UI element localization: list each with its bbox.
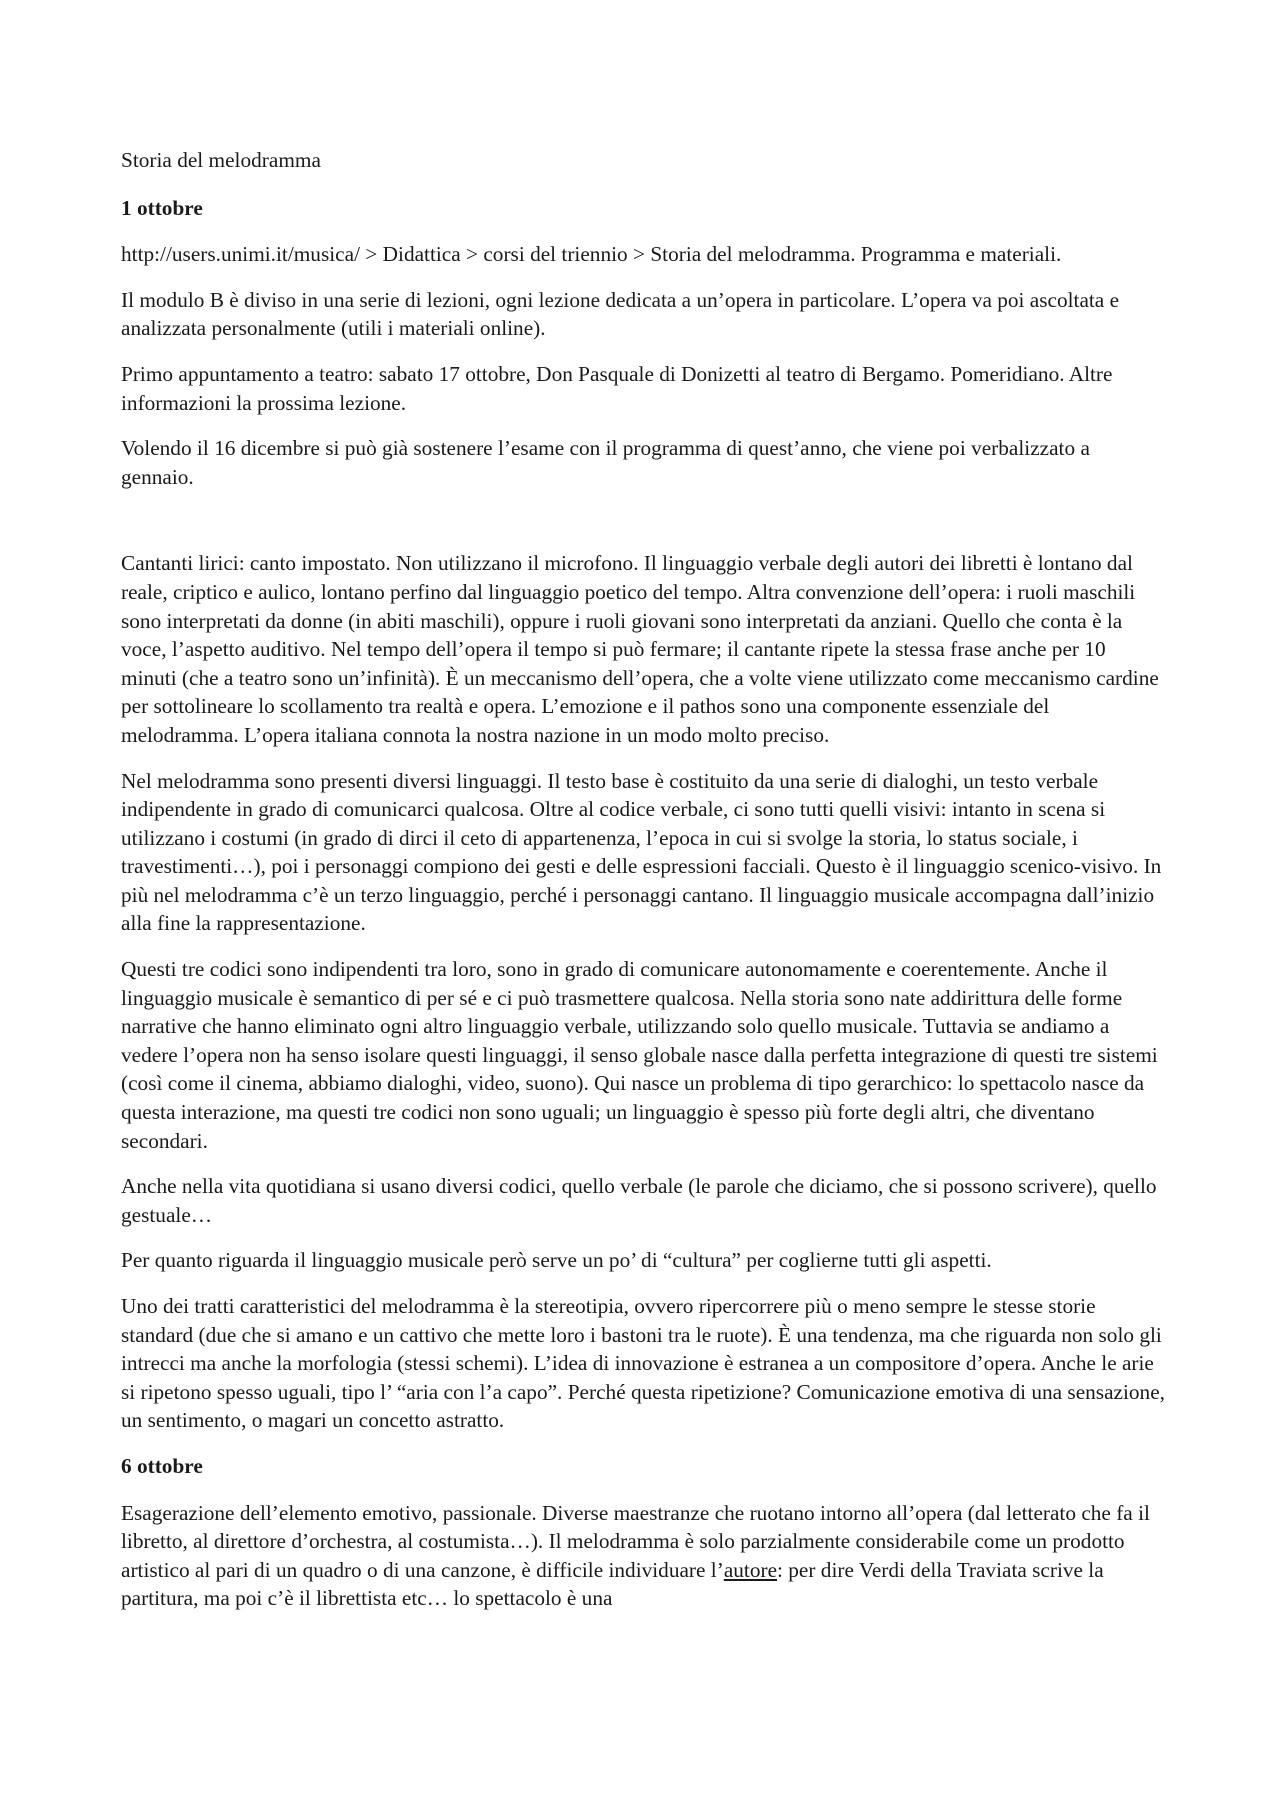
paragraph-appuntamento-teatro: Primo appuntamento a teatro: sabato 17 ottobre, Don Pasquale di Donizetti al teatro di Bergamo. Pomeridiano. Altre informazioni la prossima lezione. <box>121 361 1113 415</box>
paragraph-text-start: Esagerazione dell’elemento emotivo, passionale. Diverse maestranze che ruotano intorno all’opera (dal letterato che fa il libretto, al direttore d’orchestra, al costumista…). Il melodramma è solo parzialmente considerabile come un prodotto artistico al pari di un quadro o di una canzone, è difficile individuare l’ <box>121 1500 1150 1582</box>
paragraph-text-end: : per dire Verdi della Traviata scrive la partitura, ma poi c’è il librettista etc… lo spettacolo è una <box>121 1557 1104 1611</box>
paragraph-cantanti-lirici: Cantanti lirici: canto impostato. Non utilizzano il microfono. Il linguaggio verbale degli autori dei libretti è lontano dal reale, criptico e aulico, lontano perfino dal linguaggio poetico del tempo. Altra convenzione dell’opera: i ruoli maschili sono interpretati da donne (in abiti maschili), oppure i ruoli giovani sono interpretati da anziani. Quello che conta è la voce, l’aspetto auditivo. Nel tempo dell’opera il tempo si può fermare; il cantante ripete la stessa frase anche per 10 minuti (che a teatro sono un’infinità). È un meccanismo dell’opera, che a volte viene utilizzato come meccanismo cardine per sottolineare lo scollamento tra realtà e opera. L’emozione e il pathos sono una componente essenziale del melodramma. L’opera italiana connota la nostra nazione in un modo molto preciso. <box>121 551 1159 747</box>
date-heading-1-ottobre: 1 ottobre <box>121 195 203 220</box>
paragraph-tre-codici: Questi tre codici sono indipendenti tra loro, sono in grado di comunicare autonomamente e coerentemente. Anche il linguaggio musicale è semantico di per sé e ci può trasmettere qualcosa. Nella storia sono nate addirittura delle forme narrative che hanno eliminato ogni altro linguaggio verbale, utilizzando solo quello musicale. Tuttavia se andiamo a vedere l’opera non ha senso isolare questi linguaggi, il senso globale nasce dalla perfetta integrazione di questi tre sistemi (così come il cinema, abbiamo dialoghi, video, suono). Qui nasce un problema di tipo gerarchico: lo spettacolo nasce da questa interazione, ma questi tre codici non sono uguali; un linguaggio è spesso più forte degli altri, che diventano secondari. <box>121 957 1158 1153</box>
paragraph-linguaggi: Nel melodramma sono presenti diversi linguaggi. Il testo base è costituito da una serie di dialoghi, un testo verbale indipendente in grado di comunicarci qualcosa. Oltre al codice verbale, ci sono tutti quelli visivi: intanto in scena si utilizzano i costumi (in grado di dirci il ceto di appartenenza, l’epoca in cui si svolge la storia, lo status sociale, i travestimenti…), poi i personaggi compiono dei gesti e delle espressioni facciali. Questo è il linguaggio scenico-visivo. In più nel melodramma c’è un terzo linguaggio, perché i personaggi cantano. Il linguaggio musicale accompagna dall’inizio alla fine la rappresentazione. <box>121 768 1162 936</box>
autore-link[interactable]: autore <box>723 1557 778 1582</box>
document-page <box>121 146 1166 1630</box>
paragraph-modulo-b: Il modulo B è diviso in una serie di lezioni, ogni lezione dedicata a un’opera in particolare. L’opera va poi ascoltata e analizzata personalmente (utili i materiali online). <box>121 287 1120 341</box>
document-title: Storia del melodramma <box>121 148 321 172</box>
paragraph-linguaggio-musicale: Per quanto riguarda il linguaggio musicale però serve un po’ di “cultura” per coglierne tutti gli aspetti. <box>121 1248 992 1273</box>
date-heading-6-ottobre: 6 ottobre <box>121 1453 203 1478</box>
paragraph-esame: Volendo il 16 dicembre si può già sostenere l’esame con il programma di quest’anno, che viene poi verbalizzato a gennaio. <box>121 436 1090 489</box>
paragraph-stereotipia: Uno dei tratti caratteristici del melodramma è la stereotipia, ovvero ripercorrere più o meno sempre le stesse storie standard (due che si amano e un cattivo che mette loro i bastoni tra le ruote). È una tendenza, ma che riguarda non solo gli intrecci ma anche la morfologia (stessi schemi). L’idea di innovazione è estranea a un compositore d’opera. Anche le arie si ripetono spesso uguali, tipo l’ “aria con l’a capo”. Perché questa ripetizione? Comunicazione emotiva di una sensazione, un sentimento, o magari un concetto astratto. <box>121 1294 1165 1433</box>
paragraph-vita-quotidiana: Anche nella vita quotidiana si usano diversi codici, quello verbale (le parole che diciamo, che si possono scrivere), quello gestuale… <box>121 1174 1157 1227</box>
paragraph-course-link: http://users.unimi.it/musica/ > Didattica > corsi del triennio > Storia del melodramma. Programma e materiali. <box>121 242 1062 267</box>
paragraph-esagerazione <box>121 1499 1166 1613</box>
